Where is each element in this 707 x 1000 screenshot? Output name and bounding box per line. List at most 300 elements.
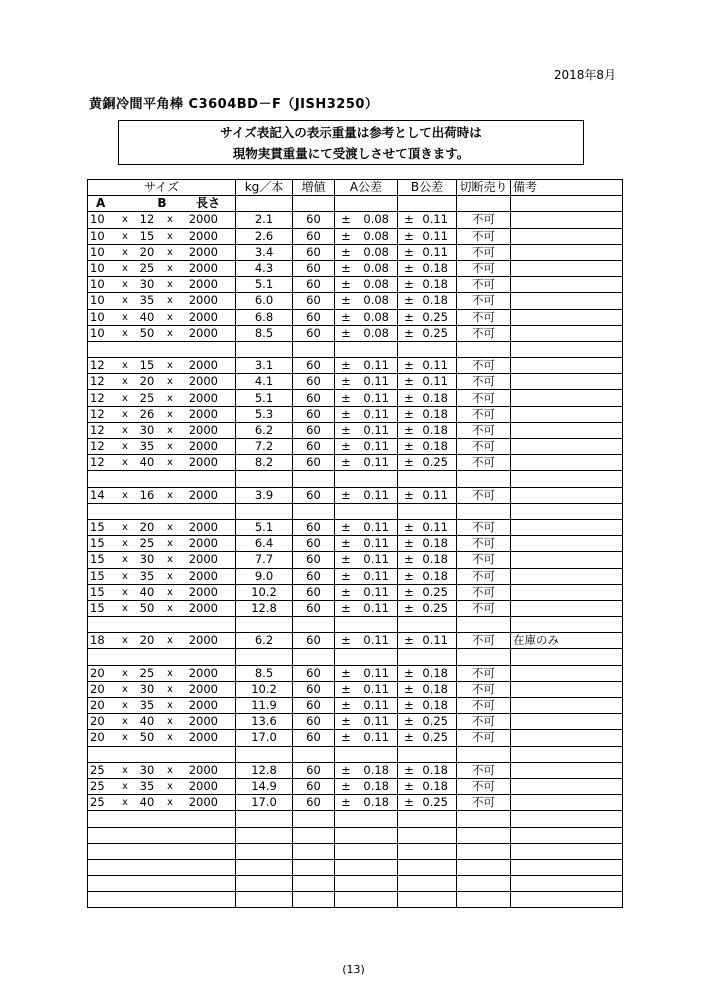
times-sign: x: [122, 602, 128, 614]
size-a: 25: [90, 795, 105, 810]
size-cell: [88, 568, 236, 584]
remarks-cell: [511, 390, 623, 406]
size-length: 2000: [188, 422, 218, 437]
plus-minus-sign: ±: [341, 261, 351, 276]
table-row: [88, 519, 623, 535]
plus-minus-sign: ±: [404, 374, 414, 389]
remarks-cell: [511, 519, 623, 535]
size-length: 2000: [188, 261, 218, 276]
size-b: 20: [139, 244, 155, 259]
times-sign: x: [167, 716, 173, 728]
size-b: 26: [139, 406, 155, 421]
size-a: 14: [90, 487, 105, 502]
times-sign: x: [122, 538, 128, 550]
table-row: [88, 778, 623, 794]
tol-b-value: 0.18: [422, 293, 448, 308]
size-a: 20: [90, 698, 105, 713]
plus-minus-sign: ±: [341, 244, 351, 259]
weight-cell: 6.8: [236, 309, 293, 325]
size-a: 10: [90, 244, 105, 259]
document-title: 黄銅冷間平角棒 C3604BD－F（JISH3250）: [89, 97, 379, 112]
cut-cell: 不可: [457, 439, 511, 455]
cut-cell: 不可: [457, 714, 511, 730]
plus-minus-sign: ±: [404, 795, 414, 810]
size-length: 2000: [188, 390, 218, 405]
size-cell: [88, 714, 236, 730]
times-sign: x: [167, 667, 173, 679]
size-a: 15: [90, 520, 105, 535]
weight-cell: 17.0: [236, 795, 293, 811]
cut-cell: 不可: [457, 293, 511, 309]
times-sign: x: [167, 441, 173, 453]
remarks-cell: [511, 681, 623, 697]
plus-minus-sign: ±: [404, 487, 414, 502]
tol-a-cell: [335, 714, 398, 730]
empty-cell: [236, 892, 293, 908]
plus-minus-sign: ±: [341, 600, 351, 615]
tol-a-value: 0.11: [363, 390, 389, 405]
empty-cell: [511, 649, 623, 665]
tol-b-value: 0.18: [422, 277, 448, 292]
empty-cell: [511, 827, 623, 843]
weight-cell: 10.2: [236, 681, 293, 697]
plus-minus-sign: ±: [404, 633, 414, 648]
times-sign: x: [122, 489, 128, 501]
blank-row: [88, 649, 623, 665]
tol-a-value: 0.08: [363, 293, 389, 308]
tol-a-cell: [335, 698, 398, 714]
empty-cell: [88, 341, 236, 357]
empty-cell: [236, 617, 293, 633]
times-sign: x: [122, 441, 128, 453]
blank-row: [88, 811, 623, 827]
empty-cell: [88, 649, 236, 665]
tol-a-cell: [335, 762, 398, 778]
tol-a-cell: [335, 455, 398, 471]
weight-cell: 3.1: [236, 358, 293, 374]
tol-b-cell: [398, 374, 457, 390]
empty-cell: [398, 843, 457, 859]
weight-cell: 5.3: [236, 406, 293, 422]
tol-b-cell: [398, 568, 457, 584]
empty-cell: [511, 811, 623, 827]
size-a: 12: [90, 455, 105, 470]
tol-a-value: 0.08: [363, 228, 389, 243]
increase-cell: 60: [293, 584, 335, 600]
tol-b-cell: [398, 260, 457, 276]
plus-minus-sign: ±: [404, 552, 414, 567]
empty-cell: [511, 859, 623, 875]
times-sign: x: [167, 781, 173, 793]
times-sign: x: [167, 457, 173, 469]
size-length: 2000: [188, 730, 218, 745]
size-b: 30: [139, 681, 155, 696]
tol-a-cell: [335, 374, 398, 390]
size-cell: [88, 600, 236, 616]
empty-cell: [236, 503, 293, 519]
weight-cell: 2.6: [236, 228, 293, 244]
subheader-empty-cell: [511, 196, 623, 212]
times-sign: x: [122, 327, 128, 339]
size-a: 18: [90, 633, 105, 648]
empty-cell: [511, 843, 623, 859]
size-a: 25: [90, 762, 105, 777]
tol-b-cell: [398, 244, 457, 260]
tol-b-cell: [398, 309, 457, 325]
increase-cell: 60: [293, 681, 335, 697]
increase-cell: 60: [293, 358, 335, 374]
empty-cell: [511, 503, 623, 519]
times-sign: x: [167, 522, 173, 534]
size-length: 2000: [188, 374, 218, 389]
tol-a-cell: [335, 439, 398, 455]
tol-b-cell: [398, 277, 457, 293]
empty-cell: [457, 876, 511, 892]
times-sign: x: [122, 667, 128, 679]
empty-cell: [236, 649, 293, 665]
size-length: 2000: [188, 568, 218, 583]
table-row: [88, 277, 623, 293]
tol-a-value: 0.11: [363, 600, 389, 615]
cut-cell: 不可: [457, 730, 511, 746]
tol-a-value: 0.11: [363, 374, 389, 389]
table-row: [88, 633, 623, 649]
increase-cell: 60: [293, 778, 335, 794]
tol-a-value: 0.11: [363, 665, 389, 680]
size-length: 2000: [188, 714, 218, 729]
empty-cell: [335, 503, 398, 519]
tol-a-cell: [335, 600, 398, 616]
empty-cell: [457, 843, 511, 859]
plus-minus-sign: ±: [404, 358, 414, 373]
size-cell: [88, 536, 236, 552]
increase-cell: 60: [293, 293, 335, 309]
cut-cell: 不可: [457, 681, 511, 697]
times-sign: x: [167, 230, 173, 242]
header-tol-b: B公差: [398, 180, 457, 196]
size-a: 10: [90, 277, 105, 292]
tol-a-value: 0.11: [363, 536, 389, 551]
tol-b-cell: [398, 665, 457, 681]
tol-b-cell: [398, 406, 457, 422]
tol-b-cell: [398, 390, 457, 406]
increase-cell: 60: [293, 600, 335, 616]
tol-b-value: 0.18: [422, 552, 448, 567]
remarks-cell: [511, 552, 623, 568]
empty-cell: [236, 876, 293, 892]
plus-minus-sign: ±: [404, 681, 414, 696]
times-sign: x: [122, 246, 128, 258]
table-row: [88, 487, 623, 503]
table-row: [88, 260, 623, 276]
times-sign: x: [122, 376, 128, 388]
size-b: 30: [139, 277, 155, 292]
size-b: 35: [139, 293, 155, 308]
tol-a-cell: [335, 358, 398, 374]
plus-minus-sign: ±: [404, 261, 414, 276]
increase-cell: 60: [293, 406, 335, 422]
table-row: [88, 422, 623, 438]
size-cell: [88, 309, 236, 325]
plus-minus-sign: ±: [341, 536, 351, 551]
tol-a-value: 0.08: [363, 212, 389, 227]
remarks-cell: [511, 584, 623, 600]
plus-minus-sign: ±: [341, 487, 351, 502]
plus-minus-sign: ±: [341, 730, 351, 745]
table-row: [88, 681, 623, 697]
tol-b-value: 0.25: [422, 455, 448, 470]
times-sign: x: [167, 602, 173, 614]
cut-cell: 不可: [457, 633, 511, 649]
size-b: 16: [139, 487, 155, 502]
tol-a-value: 0.11: [363, 681, 389, 696]
table-row: [88, 244, 623, 260]
weight-cell: 8.2: [236, 455, 293, 471]
tol-b-value: 0.11: [422, 212, 448, 227]
remarks-cell: 在庫のみ: [511, 633, 623, 649]
size-a: 15: [90, 568, 105, 583]
size-cell: [88, 390, 236, 406]
times-sign: x: [122, 392, 128, 404]
empty-cell: [335, 827, 398, 843]
size-b: 50: [139, 325, 155, 340]
size-length: 2000: [188, 795, 218, 810]
tol-b-value: 0.18: [422, 779, 448, 794]
increase-cell: 60: [293, 374, 335, 390]
header-weight: kg／本: [236, 180, 293, 196]
remarks-cell: [511, 325, 623, 341]
empty-cell: [293, 876, 335, 892]
subheader-a: A: [96, 196, 106, 211]
empty-cell: [511, 746, 623, 762]
increase-cell: 60: [293, 519, 335, 535]
cut-cell: 不可: [457, 374, 511, 390]
empty-cell: [457, 827, 511, 843]
size-a: 15: [90, 536, 105, 551]
table-row: [88, 358, 623, 374]
remarks-cell: [511, 536, 623, 552]
size-b: 20: [139, 374, 155, 389]
empty-cell: [88, 811, 236, 827]
weight-cell: 3.9: [236, 487, 293, 503]
remarks-cell: [511, 277, 623, 293]
empty-cell: [457, 617, 511, 633]
empty-cell: [457, 859, 511, 875]
tol-b-cell: [398, 519, 457, 535]
tol-b-cell: [398, 228, 457, 244]
tol-a-cell: [335, 244, 398, 260]
header-row: [88, 180, 623, 196]
size-b: 40: [139, 714, 155, 729]
empty-cell: [457, 649, 511, 665]
size-cell: [88, 228, 236, 244]
increase-cell: 60: [293, 730, 335, 746]
remarks-cell: [511, 600, 623, 616]
table-row: [88, 374, 623, 390]
size-cell: [88, 406, 236, 422]
plus-minus-sign: ±: [341, 277, 351, 292]
plus-minus-sign: ±: [404, 520, 414, 535]
table-row: [88, 536, 623, 552]
weight-cell: 10.2: [236, 584, 293, 600]
size-cell: [88, 212, 236, 228]
plus-minus-sign: ±: [404, 455, 414, 470]
weight-cell: 12.8: [236, 600, 293, 616]
tol-a-cell: [335, 633, 398, 649]
size-b: 12: [139, 212, 155, 227]
cut-cell: 不可: [457, 600, 511, 616]
times-sign: x: [167, 311, 173, 323]
size-b: 25: [139, 665, 155, 680]
size-cell: [88, 325, 236, 341]
remarks-cell: [511, 260, 623, 276]
weight-cell: 17.0: [236, 730, 293, 746]
tol-b-value: 0.25: [422, 584, 448, 599]
plus-minus-sign: ±: [341, 779, 351, 794]
tol-a-value: 0.11: [363, 439, 389, 454]
increase-cell: 60: [293, 762, 335, 778]
empty-cell: [293, 859, 335, 875]
size-length: 2000: [188, 455, 218, 470]
table-row: [88, 293, 623, 309]
header-increase: 増値: [293, 180, 335, 196]
remarks-cell: [511, 795, 623, 811]
remarks-cell: [511, 730, 623, 746]
plus-minus-sign: ±: [404, 714, 414, 729]
times-sign: x: [122, 700, 128, 712]
plus-minus-sign: ±: [341, 406, 351, 421]
empty-cell: [88, 471, 236, 487]
size-a: 15: [90, 584, 105, 599]
weight-cell: 4.1: [236, 374, 293, 390]
tol-b-cell: [398, 487, 457, 503]
header-tol-a: A公差: [335, 180, 398, 196]
times-sign: x: [122, 311, 128, 323]
increase-cell: 60: [293, 325, 335, 341]
empty-cell: [457, 471, 511, 487]
plus-minus-sign: ±: [404, 762, 414, 777]
cut-cell: 不可: [457, 309, 511, 325]
tol-a-cell: [335, 665, 398, 681]
remarks-cell: [511, 665, 623, 681]
increase-cell: 60: [293, 309, 335, 325]
times-sign: x: [122, 586, 128, 598]
plus-minus-sign: ±: [341, 293, 351, 308]
increase-cell: 60: [293, 422, 335, 438]
blank-row: [88, 341, 623, 357]
tol-a-value: 0.11: [363, 358, 389, 373]
table-row: [88, 730, 623, 746]
increase-cell: 60: [293, 439, 335, 455]
cut-cell: 不可: [457, 325, 511, 341]
size-b: 35: [139, 568, 155, 583]
empty-cell: [236, 811, 293, 827]
tol-a-value: 0.11: [363, 406, 389, 421]
size-cell: [88, 293, 236, 309]
tol-a-value: 0.08: [363, 261, 389, 276]
remarks-cell: [511, 762, 623, 778]
size-b: 25: [139, 261, 155, 276]
increase-cell: 60: [293, 487, 335, 503]
size-b: 35: [139, 698, 155, 713]
notice-line-2: 現物実貫重量にて受渡しさせて頂きます。: [232, 146, 470, 161]
size-cell: [88, 260, 236, 276]
blank-row: [88, 859, 623, 875]
tol-a-value: 0.11: [363, 455, 389, 470]
size-cell: [88, 665, 236, 681]
empty-cell: [293, 471, 335, 487]
empty-cell: [457, 503, 511, 519]
tol-b-value: 0.11: [422, 633, 448, 648]
tol-b-cell: [398, 536, 457, 552]
plus-minus-sign: ±: [404, 293, 414, 308]
size-b: 15: [139, 358, 155, 373]
cut-cell: 不可: [457, 665, 511, 681]
tol-b-value: 0.18: [422, 568, 448, 583]
remarks-cell: [511, 714, 623, 730]
weight-cell: 14.9: [236, 778, 293, 794]
plus-minus-sign: ±: [404, 390, 414, 405]
tol-b-cell: [398, 293, 457, 309]
size-b: 15: [139, 228, 155, 243]
empty-cell: [335, 617, 398, 633]
notice-line-1: サイズ表記入の表示重量は参考として出荷時は: [220, 125, 482, 140]
table-row: [88, 406, 623, 422]
tol-a-value: 0.11: [363, 698, 389, 713]
table-row: [88, 212, 623, 228]
header-remarks: 備考: [511, 180, 623, 196]
tol-b-cell: [398, 584, 457, 600]
increase-cell: 60: [293, 455, 335, 471]
plus-minus-sign: ±: [341, 390, 351, 405]
plus-minus-sign: ±: [404, 439, 414, 454]
times-sign: x: [167, 392, 173, 404]
size-cell: [88, 730, 236, 746]
table-row: [88, 439, 623, 455]
remarks-cell: [511, 293, 623, 309]
plus-minus-sign: ±: [404, 406, 414, 421]
size-cell: [88, 552, 236, 568]
subheader-empty-cell: [236, 196, 293, 212]
plus-minus-sign: ±: [404, 665, 414, 680]
times-sign: x: [167, 797, 173, 809]
size-b: 50: [139, 730, 155, 745]
subheader-empty-cell: [398, 196, 457, 212]
plus-minus-sign: ±: [341, 325, 351, 340]
empty-cell: [457, 811, 511, 827]
times-sign: x: [167, 263, 173, 275]
tol-b-value: 0.18: [422, 439, 448, 454]
empty-cell: [236, 859, 293, 875]
plus-minus-sign: ±: [404, 584, 414, 599]
times-sign: x: [167, 327, 173, 339]
size-cell: [88, 439, 236, 455]
times-sign: x: [167, 586, 173, 598]
plus-minus-sign: ±: [404, 309, 414, 324]
subheader-length: 長さ: [195, 196, 220, 211]
table-row: [88, 714, 623, 730]
size-a: 20: [90, 730, 105, 745]
table-row: [88, 390, 623, 406]
tol-b-cell: [398, 681, 457, 697]
tol-a-value: 0.11: [363, 520, 389, 535]
table-row: [88, 665, 623, 681]
remarks-cell: [511, 358, 623, 374]
table-row: [88, 568, 623, 584]
empty-cell: [236, 827, 293, 843]
size-length: 2000: [188, 293, 218, 308]
plus-minus-sign: ±: [341, 681, 351, 696]
